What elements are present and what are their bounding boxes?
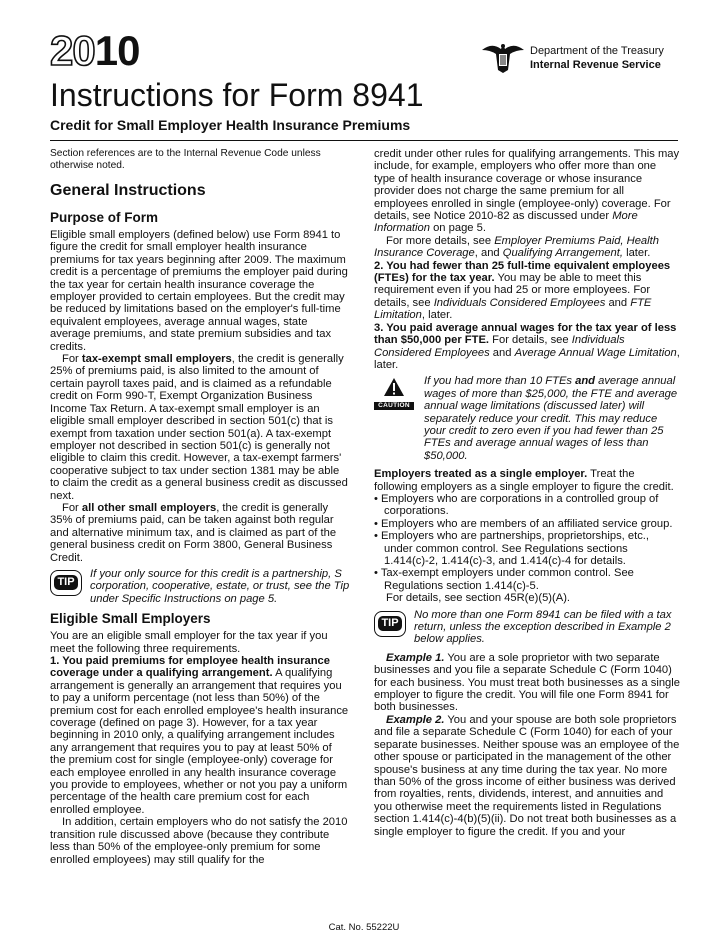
paragraph-transition-rule: In addition, certain employers who do not satisfy the 2010 transition rule discussed above (because they contribute less than 50% of the employee-only premium for some enrolled employees) may still qualify for the — [50, 816, 348, 866]
tax-year-outline-digits: 20 — [50, 27, 95, 74]
tip-note — [50, 568, 350, 605]
caution-icon: CAUTION — [374, 377, 414, 409]
warning-triangle-icon — [383, 377, 405, 397]
agency-service: Internal Revenue Service — [530, 59, 661, 71]
tip-text: If your only source for this credit is a partnership, S corporation, cooperative, estate, or trust, see the Tip under Specific Instructions on page 5. — [90, 567, 350, 605]
tip-text-2: No more than one Form 8941 can be filed with a tax return, unless the exception described in Example 2 below applies. — [414, 608, 672, 646]
agency-name — [530, 44, 664, 72]
intro-note: Section references are to the Internal Revenue Code unless otherwise noted. — [50, 148, 321, 171]
paragraph-single-employer: Employers treated as a single employer. Treat the following employers as a single employer to figure the credit. — [374, 468, 674, 493]
list-item: • Tax-exempt employers under common control. See Regulations section 1.414(c)-5. — [374, 567, 634, 592]
paragraph-other-employers: For all other small employers, the credit is generally 35% of premiums paid, can be taken against both regular and alternative minimum tax, and is claimed as part of the general business credit on Form 3800, General Business Credit. — [50, 501, 337, 564]
tip-icon: TIP — [374, 611, 406, 637]
header-divider — [50, 140, 678, 141]
heading-general-instructions: General Instructions — [50, 182, 206, 199]
heading-purpose-of-form: Purpose of Form — [50, 210, 159, 225]
caution-note — [374, 375, 680, 462]
left-column — [50, 148, 350, 866]
paragraph-qualifying-continued: credit under other rules for qualifying arrangements. This may include, for example, employers who offer more than one type of health insurance coverage or whose insurance provider does not charge the same premium for all employees enrolled in single (employee-only) coverage. For details, see Notice 2010-82 as discussed under More Information on page 5. — [374, 148, 680, 235]
tip-note-2 — [374, 609, 680, 646]
list-item: • Employers who are corporations in a controlled group of corporations. — [374, 492, 659, 518]
example-1: Example 1. You are a sole proprietor with two separate businesses and you file a separate Schedule C (Form 1040) for each business. You must treat both businesses as a single employer to figure the credit. You will file one Form 8941 for both businesses. — [374, 651, 680, 714]
paragraph-more-details: For more details, see Employer Premiums Paid, Health Insurance Coverage, and Qualifying Arrangement, later. — [374, 234, 659, 260]
caution-text: If you had more than 10 FTEs and average annual wages of more than $25,000, the FTE and average annual wage limitations (discussed later) will separately reduce your credit. This may reduce your credit to zero even if you had fewer than 25 FTEs and average annual wages of less than $50,000. — [424, 375, 678, 462]
requirement-2: 2. You had fewer than 25 full-time equivalent employees (FTEs) for the tax year. You may be able to meet this requirement even if you had 25 or more employees. For details, see Individuals Considered Employees and FTE Limitation, later. — [374, 259, 671, 322]
agency-department: Department of the Treasury — [530, 45, 664, 57]
paragraph-tax-exempt: For tax-exempt small employers, the credit is generally 25% of premiums paid, is also limited to the amount of certain payroll taxes paid, and is claimed as a refundable credit on Form 990-T, Exempt Organization Business Income Tax Return. A tax-exempt small employer is an eligible small employer described in section 501(c) that is exempt from taxation under section 501(a). A tax-exempt employer not described in section 501(c) is generally not eligible to claim this credit. However, a tax-exempt farmers' cooperative subject to tax under section 1381 may be able to claim the credit as a general business credit as discussed next. — [50, 353, 348, 502]
tip-icon: TIP — [50, 570, 82, 596]
heading-eligible-small-employers: Eligible Small Employers — [50, 611, 211, 627]
catalog-number: Cat. No. 55222U — [328, 922, 400, 933]
document-title: Instructions for Form 8941 — [50, 77, 424, 113]
document-subtitle: Credit for Small Employer Health Insurance Premiums — [50, 117, 411, 133]
paragraph-requirements-intro: You are an eligible small employer for the tax year if you meet the following three requirements. — [50, 630, 328, 655]
example-2: Example 2. You and your spouse are both sole proprietors and file a separate Schedule C (Form 1040) for each of your separate businesses. Neither spouse was an employee of the other spouse or participated in the management of the other spouse's business at any time during the tax year. No more than 50% of the gross income of either business was derived from royalties, rents, dividends, interest, and annuities and you otherwise meet the requirements listed in Regulations section 1.414(c)-4(b)(5)(ii). Do not treat both businesses as a single employer to figure the credit. If you and your — [374, 713, 680, 838]
paragraph-section-details: For details, see section 45R(e)(5)(A). — [386, 592, 571, 605]
right-column — [374, 148, 680, 838]
requirement-3: 3. You paid average annual wages for the tax year of less than $50,000 per FTE. For details, see Individuals Considered Employees and Average Annual Wage Limitation, later. — [374, 321, 680, 371]
irs-eagle-icon — [480, 40, 526, 74]
tax-year-solid-digits: 10 — [94, 27, 140, 74]
tax-year — [50, 27, 140, 74]
list-item: • Employers who are partnerships, proprietorships, etc., under common control. See Regulations sections 1.414(c)-2, 1.414(c)-3, and 1.414(c)-4 for details. — [374, 530, 650, 567]
list-item: • Employers who are members of an affiliated service group. — [374, 517, 673, 530]
requirement-1: 1. You paid premiums for employee health insurance coverage under a qualifying arrangement. A qualifying arrangement is generally an arrangement that requires you to pay a uniform percentage (not less than 50%) of the premium cost for each enrolled employee's health insurance coverage (defined on page 3). However, for a tax year beginning in 2010 only, a qualifying arrangement includes any arrangement that requires you to pay at least 50% of the premium cost for single (employee-only) coverage for each employee enrolled in any health insurance coverage you provide to employees, whether or not you pay a uniform percentage of the health care premium cost for each enrolled employee. — [50, 655, 349, 816]
paragraph-purpose: Eligible small employers (defined below) use Form 8941 to figure the credit for small employer health insurance premiums for tax years beginning after 2009. The maximum credit is a percentage of premiums the employer paid during the tax year for certain health insurance coverage the employer provided to certain employees. But the credit may be reduced by limitations based on the employer's full-time equivalent employees, average annual wages, state average premiums, and state premium subsidies and tax credits. — [50, 229, 348, 353]
